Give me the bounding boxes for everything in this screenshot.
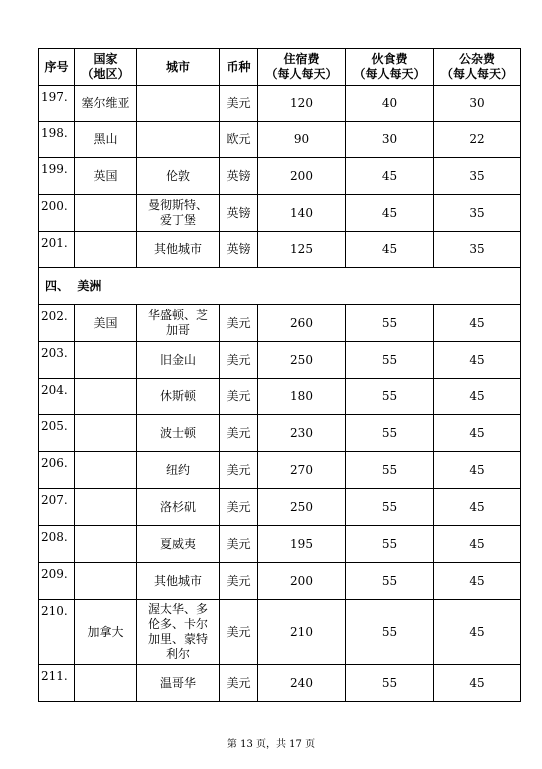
header-meals: 伙食费 （每人每天）: [346, 49, 434, 86]
seq-cell: 209.: [39, 563, 75, 600]
country-cell: [75, 415, 137, 452]
currency-cell: 美元: [220, 415, 258, 452]
currency-cell: 英镑: [220, 195, 258, 232]
currency-cell: 美元: [220, 600, 258, 665]
city-cell: 纽约: [137, 452, 220, 489]
lodging-cell: 200: [258, 158, 346, 195]
lodging-cell: 180: [258, 379, 346, 415]
misc-cell: 45: [434, 415, 521, 452]
misc-cell: 45: [434, 342, 521, 379]
country-cell: [75, 195, 137, 232]
meals-cell: 55: [346, 600, 434, 665]
misc-cell: 45: [434, 379, 521, 415]
section-label: 四、 美洲: [39, 268, 521, 305]
lodging-cell: 140: [258, 195, 346, 232]
table-row: [39, 452, 521, 489]
country-cell: [75, 665, 137, 702]
seq-cell: 202.: [39, 305, 75, 342]
currency-cell: 美元: [220, 452, 258, 489]
misc-cell: 35: [434, 195, 521, 232]
lodging-cell: 195: [258, 526, 346, 563]
table-row: [39, 563, 521, 600]
header-lodging: 住宿费 （每人每天）: [258, 49, 346, 86]
meals-cell: 55: [346, 526, 434, 563]
allowance-table: [38, 48, 521, 702]
table-row: [39, 232, 521, 268]
country-cell: [75, 489, 137, 526]
table-row: [39, 305, 521, 342]
header-city: 城市: [137, 49, 220, 86]
seq-cell: 198.: [39, 122, 75, 158]
meals-cell: 55: [346, 452, 434, 489]
seq-cell: 199.: [39, 158, 75, 195]
currency-cell: 美元: [220, 342, 258, 379]
city-cell: 波士顿: [137, 415, 220, 452]
seq-cell: 206.: [39, 452, 75, 489]
lodging-cell: 120: [258, 86, 346, 122]
header-seq: 序号: [39, 49, 75, 86]
table-row: [39, 415, 521, 452]
meals-cell: 45: [346, 195, 434, 232]
currency-cell: 美元: [220, 563, 258, 600]
page-footer: 第 13 页，共 17 页: [226, 739, 316, 750]
table-row: [39, 526, 521, 563]
country-cell: 英国: [75, 158, 137, 195]
table-header-row: [39, 49, 521, 86]
country-cell: [75, 526, 137, 563]
country-cell: [75, 232, 137, 268]
meals-cell: 55: [346, 563, 434, 600]
city-cell: [137, 86, 220, 122]
seq-cell: 208.: [39, 526, 75, 563]
misc-cell: 45: [434, 526, 521, 563]
header-country: 国家 （地区）: [75, 49, 137, 86]
meals-cell: 45: [346, 232, 434, 268]
currency-cell: 美元: [220, 305, 258, 342]
seq-cell: 203.: [39, 342, 75, 379]
city-cell: 其他城市: [137, 232, 220, 268]
meals-cell: 55: [346, 489, 434, 526]
misc-cell: 45: [434, 305, 521, 342]
table-row: [39, 195, 521, 232]
lodging-cell: 210: [258, 600, 346, 665]
meals-cell: 55: [346, 415, 434, 452]
country-cell: [75, 342, 137, 379]
lodging-cell: 270: [258, 452, 346, 489]
city-cell: 旧金山: [137, 342, 220, 379]
lodging-cell: 230: [258, 415, 346, 452]
misc-cell: 45: [434, 489, 521, 526]
table-row: [39, 122, 521, 158]
lodging-cell: 200: [258, 563, 346, 600]
misc-cell: 22: [434, 122, 521, 158]
header-misc: 公杂费 （每人每天）: [434, 49, 521, 86]
city-cell: [137, 122, 220, 158]
country-cell: [75, 563, 137, 600]
meals-cell: 45: [346, 158, 434, 195]
meals-cell: 55: [346, 379, 434, 415]
country-cell: 塞尔维亚: [75, 86, 137, 122]
city-cell: 温哥华: [137, 665, 220, 702]
table-row: [39, 379, 521, 415]
currency-cell: 美元: [220, 379, 258, 415]
country-cell: 加拿大: [75, 600, 137, 665]
table-row: [39, 665, 521, 702]
lodging-cell: 90: [258, 122, 346, 158]
seq-cell: 200.: [39, 195, 75, 232]
city-cell: 洛杉矶: [137, 489, 220, 526]
city-cell: 渥太华、多 伦多、卡尔 加里、蒙特 利尔: [137, 600, 220, 665]
section-row: [39, 268, 521, 305]
country-cell: [75, 452, 137, 489]
table-row: [39, 600, 521, 665]
country-cell: [75, 379, 137, 415]
currency-cell: 美元: [220, 665, 258, 702]
header-currency: 币种: [220, 49, 258, 86]
lodging-cell: 125: [258, 232, 346, 268]
seq-cell: 205.: [39, 415, 75, 452]
meals-cell: 55: [346, 665, 434, 702]
seq-cell: 197.: [39, 86, 75, 122]
seq-cell: 211.: [39, 665, 75, 702]
city-cell: 华盛顿、芝 加哥: [137, 305, 220, 342]
misc-cell: 45: [434, 665, 521, 702]
currency-cell: 美元: [220, 86, 258, 122]
table-row: [39, 158, 521, 195]
lodging-cell: 250: [258, 489, 346, 526]
seq-cell: 210.: [39, 600, 75, 665]
seq-cell: 207.: [39, 489, 75, 526]
misc-cell: 45: [434, 452, 521, 489]
city-cell: 休斯顿: [137, 379, 220, 415]
lodging-cell: 250: [258, 342, 346, 379]
misc-cell: 35: [434, 158, 521, 195]
lodging-cell: 260: [258, 305, 346, 342]
currency-cell: 英镑: [220, 158, 258, 195]
city-cell: 夏威夷: [137, 526, 220, 563]
table-row: [39, 489, 521, 526]
country-cell: 黑山: [75, 122, 137, 158]
table-row: [39, 86, 521, 122]
misc-cell: 45: [434, 563, 521, 600]
seq-cell: 201.: [39, 232, 75, 268]
meals-cell: 55: [346, 305, 434, 342]
misc-cell: 45: [434, 600, 521, 665]
city-cell: 曼彻斯特、 爱丁堡: [137, 195, 220, 232]
currency-cell: 美元: [220, 526, 258, 563]
seq-cell: 204.: [39, 379, 75, 415]
meals-cell: 30: [346, 122, 434, 158]
country-cell: 美国: [75, 305, 137, 342]
city-cell: 伦敦: [137, 158, 220, 195]
currency-cell: 欧元: [220, 122, 258, 158]
currency-cell: 美元: [220, 489, 258, 526]
misc-cell: 30: [434, 86, 521, 122]
meals-cell: 55: [346, 342, 434, 379]
table-row: [39, 342, 521, 379]
lodging-cell: 240: [258, 665, 346, 702]
city-cell: 其他城市: [137, 563, 220, 600]
currency-cell: 英镑: [220, 232, 258, 268]
meals-cell: 40: [346, 86, 434, 122]
misc-cell: 35: [434, 232, 521, 268]
